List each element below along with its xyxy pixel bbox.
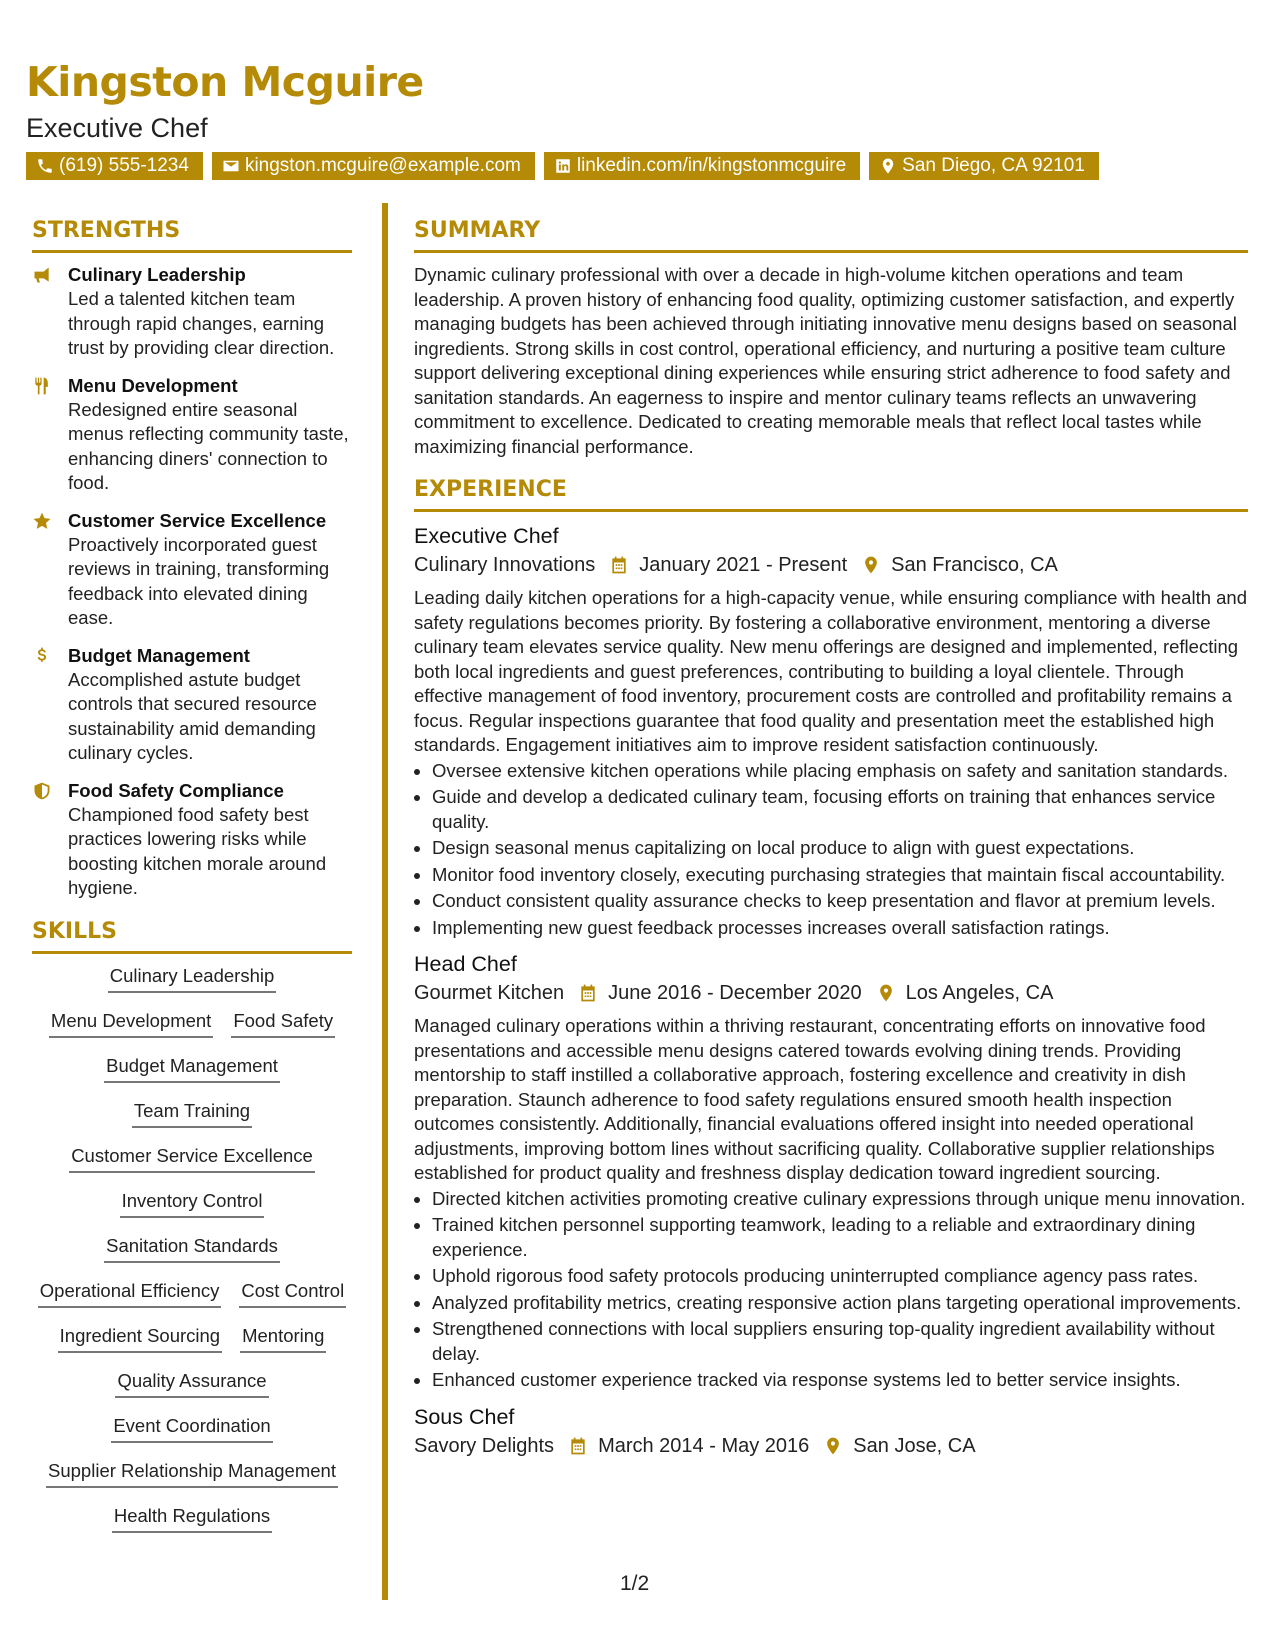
job-bullet: • Analyzed profitability metrics, creating responsive action plans targeting operational improvements. [432, 1291, 1248, 1316]
skill-tag: Quality Assurance [115, 1369, 268, 1398]
job-entry [414, 522, 1248, 940]
skill-tag: Culinary Leadership [108, 964, 277, 993]
summary-text: Dynamic culinary professional with over a decade in high-volume kitchen operations and team leadership. A proven history of enhancing food quality, optimizing customer satisfaction, and expertly managing budgets has been achieved through initiating innovative menu designs based on seasonal ingredients. Strong skills in cost control, operational efficiency, and nurturing a positive team culture support delivering exceptional dining experiences while ensuring strict adherence to food safety and sanitation standards. An eagerness to inspire and mentor culinary teams reflects an unwavering commitment to excellence. Dedicated to creating memorable meals that reflect local tastes while maximizing financial performance. [414, 264, 1237, 457]
skill-tag: Customer Service Excellence [69, 1144, 315, 1173]
calendar-icon [609, 555, 629, 575]
right-column [414, 218, 1248, 1471]
column-divider [382, 203, 388, 1600]
skill-tag: Sanitation Standards [104, 1234, 280, 1263]
job-location: Los Angeles, CA [905, 982, 1054, 1004]
strength-item [32, 263, 352, 361]
contact-phone-text: (619) 555-1234 [59, 155, 189, 176]
experience-heading: EXPERIENCE [414, 477, 1248, 512]
contact-location [869, 152, 1099, 180]
skill-tag: Event Coordination [111, 1414, 272, 1443]
utensils-icon [32, 376, 52, 396]
skill-tag: Inventory Control [120, 1189, 265, 1218]
skill-tag: Cost Control [239, 1279, 346, 1308]
skill-tag: Operational Efficiency [38, 1279, 222, 1308]
job-location: San Francisco, CA [891, 554, 1058, 576]
resume-header [26, 58, 424, 144]
candidate-title: Executive Chef [26, 113, 208, 143]
job-entry [414, 1403, 1248, 1461]
skill-tag: Food Safety [231, 1009, 335, 1038]
job-dates: March 2014 - May 2016 [598, 1434, 810, 1457]
strength-item [32, 779, 352, 901]
job-bullet: • Design seasonal menus capitalizing on local produce to align with guest expectations. [432, 836, 1248, 861]
contact-phone[interactable] [26, 152, 203, 180]
page-number: 1/2 [620, 1572, 650, 1595]
strength-title: Food Safety Compliance [68, 779, 284, 801]
contact-location-text: San Diego, CA 92101 [902, 155, 1085, 176]
job-bullet: • Trained kitchen personnel supporting teamwork, leading to a reliable and extraordinary dining experience. [432, 1213, 1248, 1262]
map-pin-icon [823, 1436, 843, 1456]
strength-item [32, 374, 352, 496]
map-pin-icon [879, 157, 897, 175]
job-company: Culinary Innovations [414, 554, 596, 576]
strength-desc: Championed food safety best practices lowering risks while boosting kitchen morale around hygiene. [68, 803, 327, 898]
skill-tag: Mentoring [240, 1324, 326, 1353]
contact-email-text: kingston.mcguire@example.com [244, 155, 521, 176]
job-meta [414, 1431, 1248, 1461]
job-title: Head Chef [414, 952, 517, 976]
strengths-heading: STRENGTHS [32, 218, 352, 253]
star-icon [32, 511, 52, 531]
linkedin-icon [554, 157, 572, 175]
map-pin-icon [861, 555, 881, 575]
dollar-icon [32, 646, 52, 666]
job-company: Gourmet Kitchen [414, 982, 565, 1004]
job-entry [414, 950, 1248, 1393]
candidate-name: Kingston Mcguire [26, 58, 424, 106]
shield-icon [32, 781, 52, 801]
strength-desc: Proactively incorporated guest reviews in training, transforming feedback into elevated dining ease. [68, 533, 330, 628]
skill-tag: Ingredient Sourcing [58, 1324, 222, 1353]
skills-heading: SKILLS [32, 919, 352, 954]
skill-tag: Health Regulations [112, 1504, 272, 1533]
job-dates: June 2016 - December 2020 [608, 982, 862, 1004]
job-location: San Jose, CA [853, 1434, 976, 1457]
job-bullet: • Implementing new guest feedback processes increases overall satisfaction ratings. [432, 916, 1248, 941]
skill-tag: Budget Management [104, 1054, 280, 1083]
calendar-icon [578, 983, 598, 1003]
calendar-icon [568, 1436, 588, 1456]
job-bullet: • Monitor food inventory closely, executing purchasing strategies that maintain fiscal accountability. [432, 863, 1248, 888]
megaphone-icon [32, 265, 52, 285]
summary-heading: SUMMARY [414, 218, 1248, 253]
phone-icon [36, 157, 54, 175]
contact-linkedin[interactable] [544, 152, 860, 180]
strength-item [32, 509, 352, 631]
job-bullets [414, 1187, 1248, 1393]
map-pin-icon [876, 983, 896, 1003]
job-bullets [414, 759, 1248, 941]
contact-linkedin-text: linkedin.com/in/kingstonmcguire [576, 155, 847, 176]
job-bullet: • Guide and develop a dedicated culinary team, focusing efforts on training that enhances service quality. [432, 785, 1248, 834]
job-meta [414, 978, 1248, 1008]
left-column [32, 218, 352, 1549]
job-title: Executive Chef [414, 524, 559, 548]
skill-tag: Team Training [132, 1099, 252, 1128]
contact-bar [26, 152, 1099, 180]
job-company: Savory Delights [414, 1434, 555, 1457]
envelope-icon [222, 157, 240, 175]
strength-item [32, 644, 352, 766]
job-bullet: • Oversee extensive kitchen operations while placing emphasis on safety and sanitation standards. [432, 759, 1248, 784]
job-dates: January 2021 - Present [639, 554, 848, 576]
job-description: Managed culinary operations within a thriving restaurant, concentrating efforts on innovative food presentations and accessible menu designs catered towards evolving dining trends. Providing mentorship to staff instilled a collaborative approach, fostering excellence and creativity in dish preparation. Staunch adherence to food safety regulations ensured smooth health inspection outcomes consistently. Additionally, financial evaluations offered insight into needed operational adjustments, improving bottom lines without sacrificing quality. Collaborative supplier relationships established for product quality and freshness display dedication toward ingredient sourcing. [414, 1015, 1215, 1183]
job-title: Sous Chef [414, 1404, 515, 1429]
skill-tag: Menu Development [49, 1009, 213, 1038]
job-bullet: • Uphold rigorous food safety protocols producing uninterrupted compliance agency pass rates. [432, 1264, 1248, 1289]
strength-title: Budget Management [68, 644, 250, 666]
job-bullet: • Strengthened connections with local suppliers ensuring top-quality ingredient availability without delay. [432, 1317, 1248, 1366]
contact-email[interactable] [212, 152, 535, 180]
job-description: Leading daily kitchen operations for a high-capacity venue, while ensuring compliance with health and safety regulations becomes priority. By fostering a collaborative environment, mentoring a diverse culinary team elevates service quality. New menu offerings are designed and implemented, reflecting both local ingredients and guest preferences, contributing to building a loyal clientele. Through effective management of food inventory, procurement costs are controlled and profitability remains a focus. Regular inspections guarantee that food quality and presentation meet the established high standards. Engagement initiatives aim to improve resident satisfaction continuously. [414, 587, 1248, 755]
strength-title: Customer Service Excellence [68, 509, 327, 531]
job-bullet: • Enhanced customer experience tracked via response systems led to better service insights. [432, 1368, 1248, 1393]
strength-desc: Redesigned entire seasonal menus reflecting community taste, enhancing diners' connection to food. [68, 398, 349, 493]
strength-title: Menu Development [68, 374, 238, 396]
job-bullet: • Directed kitchen activities promoting creative culinary expressions through unique menu innovation. [432, 1187, 1248, 1212]
job-meta [414, 550, 1248, 580]
strength-desc: Led a talented kitchen team through rapid changes, earning trust by providing clear direction. [68, 288, 335, 358]
strength-desc: Accomplished astute budget controls that secured resource sustainability amid demanding culinary cycles. [68, 668, 317, 763]
skills-list [32, 964, 352, 1549]
strength-title: Culinary Leadership [68, 264, 246, 285]
job-bullet: • Conduct consistent quality assurance checks to keep presentation and flavor at premium levels. [432, 889, 1248, 914]
skill-tag: Supplier Relationship Management [46, 1459, 338, 1488]
